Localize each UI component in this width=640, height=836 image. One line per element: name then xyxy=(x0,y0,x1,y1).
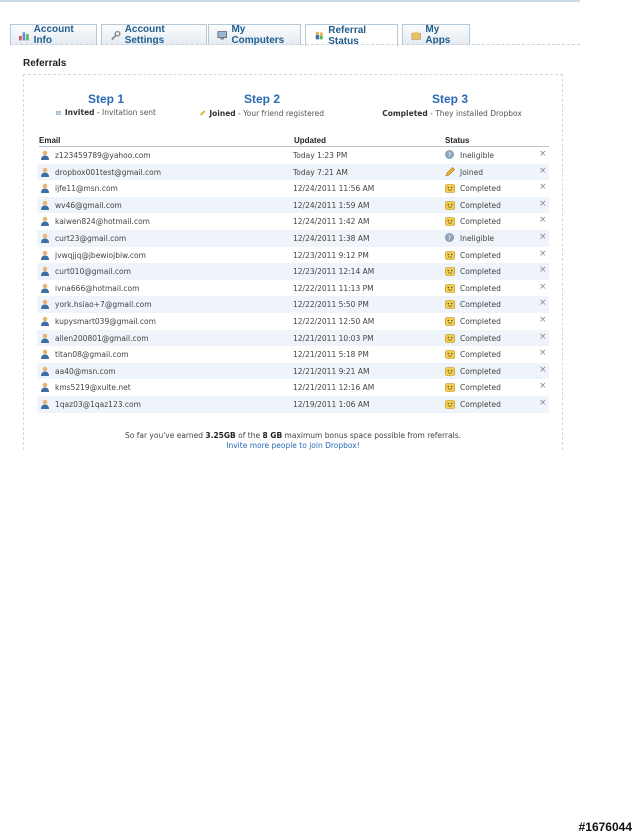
tab-label: Account Info xyxy=(33,24,74,46)
step-status: Completed xyxy=(382,108,428,118)
smiley-box-icon xyxy=(445,250,455,260)
table-row xyxy=(37,346,549,363)
status-icon-wrap xyxy=(445,250,455,262)
referral-email: dropbox001test@gmail.com xyxy=(55,167,162,177)
remove-referral-button[interactable]: × xyxy=(539,397,547,408)
wrench-icon xyxy=(110,30,121,41)
ineligible-icon xyxy=(445,150,454,159)
referral-updated: 12/23/2011 12:14 AM xyxy=(293,267,375,277)
referral-status: Completed xyxy=(460,383,501,393)
status-icon-wrap xyxy=(445,266,455,278)
referral-updated: 12/24/2011 1:59 AM xyxy=(293,200,370,210)
max-amount: 8 GB xyxy=(262,431,283,440)
user-icon-wrap xyxy=(40,349,50,361)
tab-bar xyxy=(10,24,580,45)
user-icon-wrap xyxy=(40,150,50,162)
referral-updated: 12/23/2011 9:12 PM xyxy=(293,250,369,260)
remove-referral-button[interactable]: × xyxy=(539,381,547,392)
referral-updated: 12/19/2011 1:06 AM xyxy=(293,399,370,409)
remove-referral-button[interactable]: × xyxy=(539,298,547,309)
invite-link[interactable]: Invite more people to join Dropbox! xyxy=(226,441,360,450)
smiley-box-icon xyxy=(445,200,455,210)
user-icon-wrap xyxy=(40,399,50,411)
smiley-box-icon xyxy=(445,316,455,326)
user-icon xyxy=(40,382,50,392)
referral-updated: 12/21/2011 12:16 AM xyxy=(293,383,375,393)
user-icon xyxy=(40,283,50,293)
tab-account-info[interactable] xyxy=(10,24,97,45)
tab-my-computers[interactable] xyxy=(208,24,301,45)
remove-referral-button[interactable]: × xyxy=(539,165,547,176)
user-icon-wrap xyxy=(40,250,50,262)
referral-email: kms5219@xuite.net xyxy=(55,383,131,393)
step-title: Step 1 xyxy=(87,92,124,106)
watermark: #1676044 xyxy=(578,820,632,834)
referral-status: Completed xyxy=(460,217,501,227)
page-title: Referrals xyxy=(23,58,67,69)
table-row xyxy=(37,296,549,313)
referral-status: Completed xyxy=(460,366,501,376)
status-icon-wrap xyxy=(445,167,455,179)
box-icon xyxy=(411,30,421,41)
step-3 xyxy=(380,92,520,118)
status-icon-wrap xyxy=(445,233,454,244)
referral-email: aa40@msn.com xyxy=(55,366,116,376)
user-icon xyxy=(40,233,50,243)
referral-email: york.hsiao+7@gmail.com xyxy=(55,300,152,310)
status-icon-wrap xyxy=(445,366,455,378)
table-row xyxy=(37,197,549,214)
bar-chart-icon xyxy=(19,30,30,41)
status-icon-wrap xyxy=(445,216,455,228)
table-row xyxy=(37,363,549,380)
remove-referral-button[interactable]: × xyxy=(539,182,547,193)
tab-label: My Apps xyxy=(425,24,451,46)
referral-email: curt010@gmail.com xyxy=(55,267,131,277)
referral-email: curt23@gmail.com xyxy=(55,233,127,243)
smiley-box-icon xyxy=(445,333,455,343)
referral-status: Completed xyxy=(460,399,501,409)
tab-my-apps[interactable] xyxy=(402,24,470,45)
table-row xyxy=(37,379,549,396)
referral-email: wv46@gmail.com xyxy=(55,200,122,210)
status-icon-wrap xyxy=(445,399,455,411)
status-icon-wrap xyxy=(445,200,455,212)
tab-account-settings[interactable] xyxy=(101,24,207,45)
referral-email: 1qaz03@1qaz123.com xyxy=(55,399,141,409)
table-row xyxy=(37,263,549,280)
referral-email: allen200801@gmail.com xyxy=(55,333,149,343)
referral-email: titan08@gmail.com xyxy=(55,350,129,360)
referral-updated: 12/22/2011 12:50 AM xyxy=(293,316,375,326)
tab-divider xyxy=(10,44,580,45)
smiley-box-icon xyxy=(445,399,455,409)
remove-referral-button[interactable]: × xyxy=(539,149,547,159)
step-2 xyxy=(200,92,324,118)
step-desc-text: - Invitation sent xyxy=(94,108,156,117)
user-icon xyxy=(40,349,50,359)
user-icon xyxy=(40,316,50,326)
status-icon-wrap xyxy=(445,150,454,161)
step-title: Step 3 xyxy=(431,92,468,106)
remove-referral-button[interactable]: × xyxy=(539,348,547,359)
summary-suffix: maximum bonus space possible from referrals. xyxy=(282,431,461,440)
referral-email: ijfe11@msn.com xyxy=(55,184,118,194)
referral-email: kupysmart039@gmail.com xyxy=(55,316,156,326)
smiley-box-icon xyxy=(445,216,455,226)
tab-referral-status[interactable] xyxy=(305,24,398,46)
user-icon-wrap xyxy=(40,316,50,328)
referral-updated: 12/24/2011 1:38 AM xyxy=(293,233,370,243)
referral-status: Completed xyxy=(460,350,501,360)
referral-status: Completed xyxy=(460,283,501,293)
summary-middle: of the xyxy=(235,431,263,440)
user-icon xyxy=(40,250,50,260)
ineligible-icon xyxy=(445,233,454,242)
table-row xyxy=(37,230,549,247)
step-1 xyxy=(56,92,156,117)
table-row xyxy=(37,147,549,164)
step-description xyxy=(56,108,156,117)
column-header-status: Status xyxy=(445,136,470,145)
user-icon-wrap xyxy=(40,266,50,278)
step-title: Step 2 xyxy=(243,92,280,106)
user-icon-wrap xyxy=(40,167,50,179)
tab-label: My Computers xyxy=(231,24,285,46)
summary-prefix: So far you've earned xyxy=(124,431,206,440)
pencil-icon xyxy=(200,108,205,118)
user-icon xyxy=(40,216,50,226)
referral-status: Completed xyxy=(460,250,501,260)
computer-icon xyxy=(217,30,227,41)
smiley-box-icon xyxy=(445,266,455,276)
user-icon-wrap xyxy=(40,233,50,245)
step-description xyxy=(380,108,520,118)
referral-updated: 12/22/2011 5:50 PM xyxy=(293,300,369,310)
table-row xyxy=(37,313,549,330)
remove-referral-button[interactable]: × xyxy=(539,331,547,342)
table-row xyxy=(37,180,549,197)
user-icon-wrap xyxy=(40,183,50,195)
user-icon-wrap xyxy=(40,299,50,311)
tab-label: Account Settings xyxy=(124,24,165,46)
user-icon xyxy=(40,333,50,343)
referral-updated: 12/24/2011 1:42 AM xyxy=(293,217,370,227)
user-icon xyxy=(40,299,50,309)
svg-text:?: ? xyxy=(447,234,452,242)
status-icon-wrap xyxy=(445,333,455,345)
referral-status: Completed xyxy=(460,267,501,277)
remove-referral-button[interactable]: × xyxy=(539,248,547,259)
remove-referral-button[interactable]: × xyxy=(539,265,547,276)
referral-updated: Today 7:21 AM xyxy=(293,167,348,177)
table-row xyxy=(37,396,549,413)
referral-status: Completed xyxy=(460,300,501,310)
smiley-box-icon xyxy=(445,299,455,309)
table-row xyxy=(37,213,549,230)
referral-status: Ineligible xyxy=(460,151,495,160)
user-icon xyxy=(40,399,50,409)
referral-updated: 12/21/2011 9:21 AM xyxy=(293,366,370,376)
smiley-box-icon xyxy=(445,349,455,359)
column-header-email: Email xyxy=(39,136,61,145)
status-icon-wrap xyxy=(445,382,455,394)
referral-updated: 12/22/2011 11:13 PM xyxy=(293,283,374,293)
referral-status: Joined xyxy=(460,167,484,177)
people-icon xyxy=(314,30,324,41)
user-icon xyxy=(40,266,50,276)
status-icon-wrap xyxy=(445,349,455,361)
column-header-updated: Updated xyxy=(294,136,326,145)
step-status: Joined xyxy=(209,108,236,118)
user-icon-wrap xyxy=(40,333,50,345)
user-icon-wrap xyxy=(40,366,50,378)
earned-amount: 3.25GB xyxy=(205,431,236,440)
status-icon-wrap xyxy=(445,299,455,311)
referral-status: Ineligible xyxy=(460,233,495,243)
smiley-box-icon xyxy=(445,183,455,193)
user-icon-wrap xyxy=(40,283,50,295)
referral-updated: 12/21/2011 5:18 PM xyxy=(293,350,369,360)
table-row xyxy=(37,164,549,181)
smiley-box-icon xyxy=(445,366,455,376)
referral-status: Completed xyxy=(460,333,501,343)
remove-referral-button[interactable]: × xyxy=(539,198,547,209)
status-icon-wrap xyxy=(445,316,455,328)
step-status: Invited xyxy=(64,108,95,117)
referral-updated: 12/24/2011 11:56 AM xyxy=(293,184,375,194)
remove-referral-button[interactable]: × xyxy=(539,281,547,292)
remove-referral-button[interactable]: × xyxy=(539,314,547,325)
svg-text:?: ? xyxy=(447,152,452,159)
earned-summary xyxy=(0,431,586,440)
referral-status: Completed xyxy=(460,316,501,326)
step-desc-text: - They installed Dropbox xyxy=(427,108,522,118)
referral-status: Completed xyxy=(460,200,501,210)
user-icon xyxy=(40,366,50,376)
envelope-icon xyxy=(56,109,61,117)
referral-status: Completed xyxy=(460,184,501,194)
tab-label: Referral Status xyxy=(328,24,367,47)
status-icon-wrap xyxy=(445,183,455,195)
smiley-box-icon xyxy=(445,382,455,392)
step-description xyxy=(200,108,324,118)
referral-email: z123459789@yahoo.com xyxy=(55,151,151,160)
referral-updated: 12/21/2011 10:03 PM xyxy=(293,333,374,343)
user-icon-wrap xyxy=(40,382,50,394)
user-icon xyxy=(40,167,50,177)
pencil-icon xyxy=(445,167,455,177)
referral-email: ivna666@hotmail.com xyxy=(55,283,140,293)
referral-email: kaiwen824@hotmail.com xyxy=(55,217,150,227)
user-icon xyxy=(40,200,50,210)
table-row xyxy=(37,247,549,264)
user-icon xyxy=(40,183,50,193)
table-row xyxy=(37,330,549,347)
remove-referral-button[interactable]: × xyxy=(539,215,547,226)
referral-email: jvwqjjq@jbewiojbiw.com xyxy=(55,250,146,260)
remove-referral-button[interactable]: × xyxy=(539,231,547,242)
top-border xyxy=(0,0,580,2)
user-icon-wrap xyxy=(40,216,50,228)
smiley-box-icon xyxy=(445,283,455,293)
table-row xyxy=(37,280,549,297)
referral-updated: Today 1:23 PM xyxy=(293,151,348,160)
referral-table-body xyxy=(37,147,549,413)
step-desc-text: - Your friend registered xyxy=(235,108,324,118)
user-icon xyxy=(40,150,50,160)
remove-referral-button[interactable]: × xyxy=(539,364,547,375)
status-icon-wrap xyxy=(445,283,455,295)
user-icon-wrap xyxy=(40,200,50,212)
